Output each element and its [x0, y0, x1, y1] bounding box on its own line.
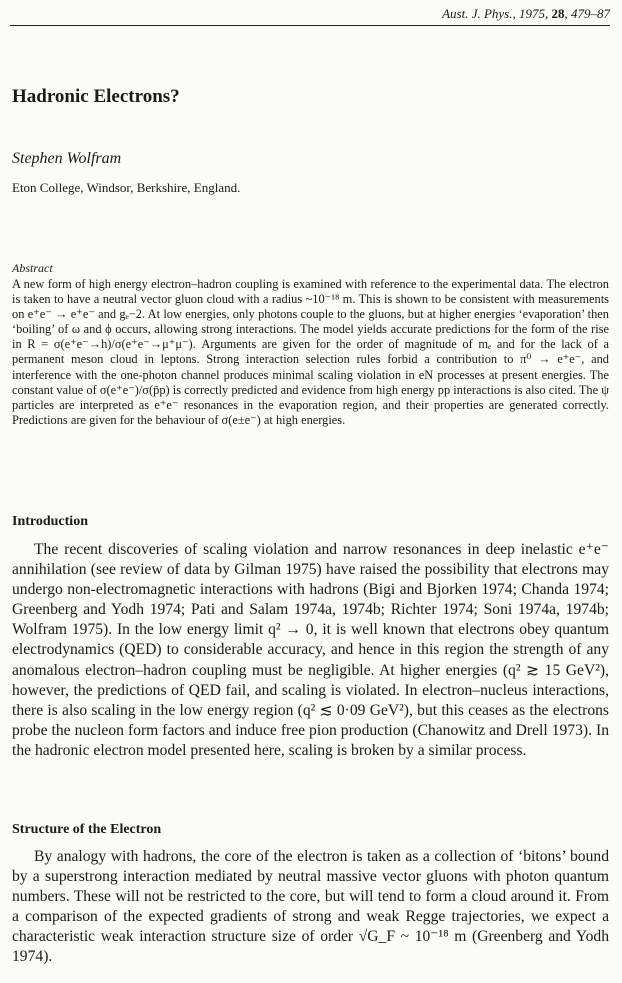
structure-paragraph: By analogy with hadrons, the core of the electron is taken as a collection of ‘bitons’ bound by a superstrong interaction mediated by neutral massive vector gluons with photon quantum numbers. These will not be restricted to the core, but will tend to form a cloud around it. From a comparison of the expected gradients of strong and weak Regge trajectories, we expect a characteristic weak interaction structure size of order √G_F ~ 10⁻¹⁸ m (Greenberg and Yodh 1974).: [12, 848, 609, 966]
paper-title: Hadronic Electrons?: [12, 86, 180, 107]
structure-heading: Structure of the Electron: [12, 822, 162, 837]
introduction-heading: Introduction: [12, 514, 88, 529]
author-affiliation: Eton College, Windsor, Berkshire, England.: [12, 180, 241, 195]
running-head: [10, 6, 610, 26]
author-name: Stephen Wolfram: [12, 150, 122, 167]
journal-year: , 1975,: [512, 6, 552, 21]
abstract-heading: Abstract: [12, 261, 53, 275]
introduction-paragraph: The recent discoveries of scaling violation and narrow resonances in deep inelastic e⁺e⁻ annihilation (see review of data by Gilman 1975) have raised the possibility that electrons may undergo non-electromagnetic interactions with hadrons (Bigi and Bjorken 1974; Chanda 1974; Greenberg and Yodh 1974; Pati and Salam 1974a, 1974b; Richter 1974; Soni 1974a, 1974b; Wolfram 1975). In the low energy limit q² → 0, it is well known that electrons obey quantum electrodynamics (QED) to considerable accuracy, and hence in this region the strength of any anomalous electron–hadron coupling must be negligible. At higher energies (q² ≳ 15 GeV²), however, the predictions of QED fail, and scaling is violated. In electron–nucleus interactions, there is also scaling in the low energy region (q² ≲ 0·09 GeV²), but this ceases as the electrons probe the nucleon form factors and induce free pion production (Chanowitz and Drell 1973). In the hadronic electron model presented here, scaling is broken by a similar process.: [12, 541, 609, 759]
journal-volume: 28: [551, 6, 565, 21]
journal-pages: , 479–87: [564, 6, 610, 21]
abstract-text: A new form of high energy electron–hadron coupling is examined with reference to the experimental data. The electron is taken to have a neutral vector gluon cloud with a radius ~10⁻¹⁸ m. This is shown to be consistent with measurements on e⁺e⁻ → e⁺e⁻ and gₑ−2. At low energies, only photons couple to the gluons, but at higher energies ‘evaporation’ then ‘boiling’ of ω and ϕ occurs, allowing strong interactions. The model yields accurate predictions for the form of the rise in R = σ(e⁺e⁻→h)/σ(e⁺e⁻→μ⁺μ⁻). Arguments are given for the order of magnitude of mₑ and for the lack of a permanent meson cloud in leptons. Strong interaction selection rules forbid a contribution to π⁰ → e⁺e⁻, and interference with the one-photon channel produces minimal scaling violation in eN processes at present energies. The constant value of σ(e⁺e⁻)/σ(p̄p) is correctly predicted and evidence from high energy pp interactions is also cited. The ψ particles are interpreted as e⁺e⁻ resonances in the evaporation region, and their properties are generated correctly. Predictions are given for the behaviour of σ(e±e⁻) at high energies.: [12, 277, 609, 427]
journal-name: Aust. J. Phys.: [442, 6, 513, 21]
